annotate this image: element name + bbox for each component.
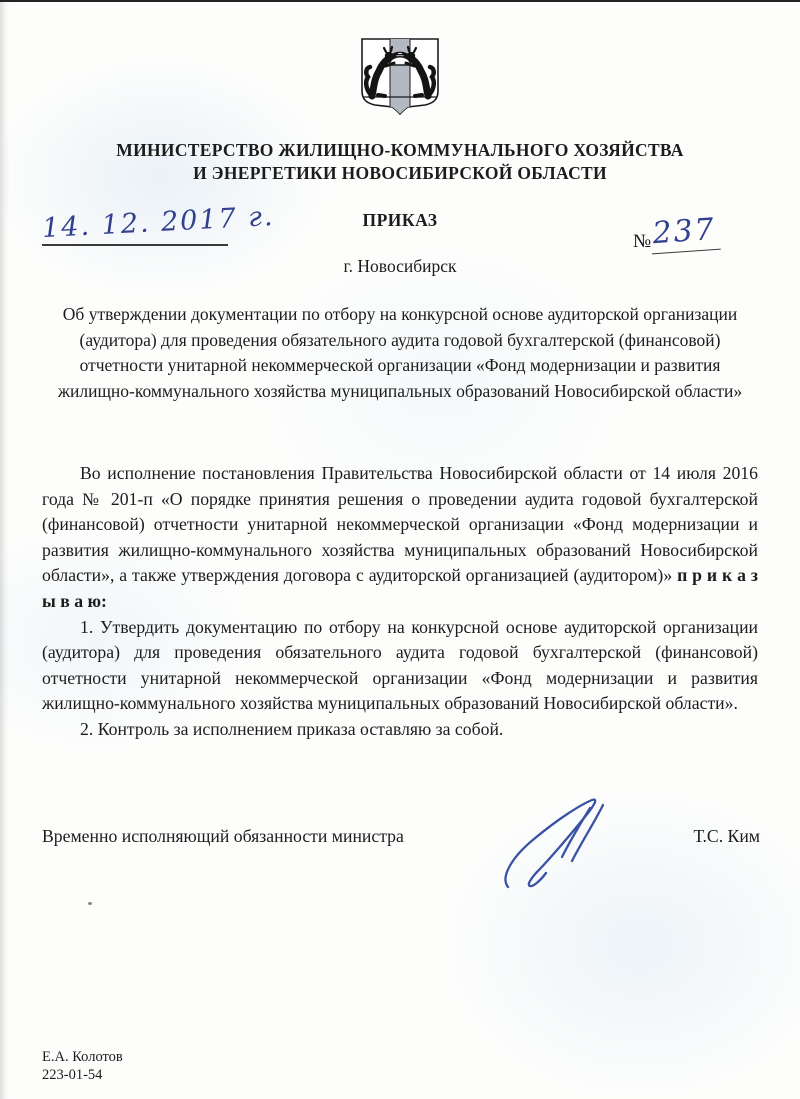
order-item-2: 2. Контроль за исполнением приказа оставляю за собой. bbox=[80, 718, 504, 739]
coat-of-arms-icon bbox=[352, 35, 448, 117]
signer-title: Временно исполняющий обязанности министра bbox=[42, 826, 404, 846]
signer-name: Т.С. Ким bbox=[693, 826, 760, 846]
number-sign: № bbox=[633, 231, 652, 252]
handwritten-number: 237 bbox=[649, 212, 721, 255]
executor-name: Е.А. Колотов bbox=[42, 1049, 123, 1065]
executor-phone: 223-01-54 bbox=[42, 1067, 103, 1083]
executor-block bbox=[42, 1048, 123, 1084]
order-body bbox=[42, 461, 758, 743]
ministry-header bbox=[0, 139, 800, 185]
coat-of-arms-novosibirsk-region bbox=[352, 35, 448, 117]
order-subject: Об утверждении документации по отбору на конкурсной основе аудиторской организации (аудитора) для проведения обязательного аудита годовой бухгалтерской (финансовой) отчетности унитарной некоммерческой организации «Фонд модернизации и развития жилищно-коммунального хозяйства муниципальных образований Новосибирской области» bbox=[57, 304, 743, 401]
handwritten-signature-icon bbox=[500, 795, 635, 897]
order-item-1: 1. Утвердить документацию по отбору на конкурсной основе аудиторской организации (аудитора) для проведения обязательного аудита годовой бухгалтерской (финансовой) отчетности унитарной некоммерческой организации «Фонд модернизации и развития жилищно-коммунального хозяйства муниципальных образований Новосибирской области». bbox=[42, 616, 758, 714]
order-number-field bbox=[633, 211, 720, 258]
city-line: г. Новосибирск bbox=[343, 256, 457, 276]
handwritten-date: 14. 12. 2017 г. bbox=[41, 200, 276, 245]
ministry-name-line2: И ЭНЕРГЕТИКИ НОВОСИБИРСКОЙ ОБЛАСТИ bbox=[193, 163, 607, 183]
intro-paragraph bbox=[42, 461, 758, 615]
intro-decree-word: п р и к а з ы в а ю: bbox=[42, 565, 758, 611]
document-type-title: ПРИКАЗ bbox=[362, 210, 438, 230]
ministry-name-line1: МИНИСТЕРСТВО ЖИЛИЩНО-КОММУНАЛЬНОГО ХОЗЯЙСТВА bbox=[116, 140, 684, 160]
intro-text: Во исполнение постановления Правительства Новосибирской области от 14 июля 2016 года № 201-п «О порядке принятия решения о проведении аудита годовой бухгалтерской (финансовой) отчетности унитарной некоммерческой организации «Фонд модернизации и развития жилищно-коммунального хозяйства муниципальных образований Новосибирской области», а также утверждения договора с аудиторской организацией (аудитором)» bbox=[42, 463, 758, 586]
order-date-field bbox=[41, 200, 276, 246]
scan-speck bbox=[88, 902, 92, 905]
